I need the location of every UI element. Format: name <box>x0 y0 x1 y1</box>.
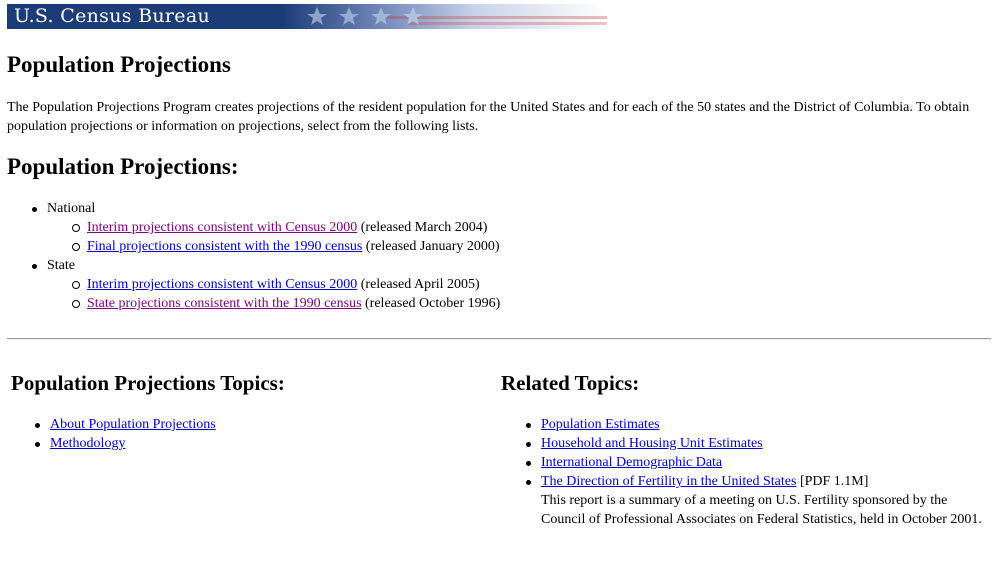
national-interim-link[interactable]: Interim projections consistent with Census 2000 <box>87 220 358 235</box>
list-item <box>10 415 216 434</box>
methodology-link[interactable]: Methodology <box>50 436 126 451</box>
list-item <box>501 472 991 529</box>
flag-stars-icon <box>297 4 497 29</box>
intro-paragraph: The Population Projections Program creates projections of the resident population for the United States and for each of the 50 states and the District of Columbia. To obtain population projections or information on projections, select from the following lists. <box>7 100 970 134</box>
state-interim-link[interactable]: Interim projections consistent with Census 2000 <box>87 277 358 292</box>
banner-title: U.S. Census Bureau <box>14 5 211 27</box>
list-item-national <box>7 199 500 256</box>
topics-list <box>10 415 216 453</box>
population-estimates-link[interactable]: Population Estimates <box>541 417 660 432</box>
divider <box>7 338 991 340</box>
release-note: (released March 2004) <box>360 220 488 235</box>
related-list <box>501 415 991 529</box>
release-note: (released October 1996) <box>365 296 501 311</box>
list-item <box>47 294 500 313</box>
list-item <box>501 434 991 453</box>
national-final-link[interactable]: Final projections consistent with the 1990 census <box>87 239 363 254</box>
related-heading: Related Topics: <box>501 371 640 395</box>
list-item-state <box>7 256 500 313</box>
fertility-report-link[interactable]: The Direction of Fertility in the United States <box>541 474 797 489</box>
list-item <box>47 275 500 294</box>
national-label: National <box>47 201 96 216</box>
projections-list <box>7 199 500 313</box>
page-title: Population Projections <box>7 52 231 77</box>
list-item <box>47 218 500 237</box>
state-label: State <box>47 258 75 273</box>
list-item <box>47 237 500 256</box>
census-bureau-banner[interactable] <box>7 4 607 29</box>
national-sublist <box>47 218 500 256</box>
projections-heading: Population Projections: <box>7 154 239 179</box>
release-note: (released January 2000) <box>365 239 500 254</box>
list-item <box>10 434 216 453</box>
list-item <box>501 415 991 434</box>
state-1990-link[interactable]: State projections consistent with the 1990 census <box>87 296 362 311</box>
pdf-size-label: [PDF 1.1M] <box>799 474 869 489</box>
about-projections-link[interactable]: About Population Projections <box>50 417 216 432</box>
topics-heading: Population Projections Topics: <box>11 371 285 395</box>
list-item <box>501 453 991 472</box>
international-data-link[interactable]: International Demographic Data <box>541 455 723 470</box>
fertility-description: This report is a summary of a meeting on U.S. Fertility sponsored by the Council of Professional Associates on Federal Statistics, held in October 2001. <box>541 493 982 527</box>
release-note: (released April 2005) <box>360 277 480 292</box>
state-sublist <box>47 275 500 313</box>
housing-estimates-link[interactable]: Household and Housing Unit Estimates <box>541 436 763 451</box>
